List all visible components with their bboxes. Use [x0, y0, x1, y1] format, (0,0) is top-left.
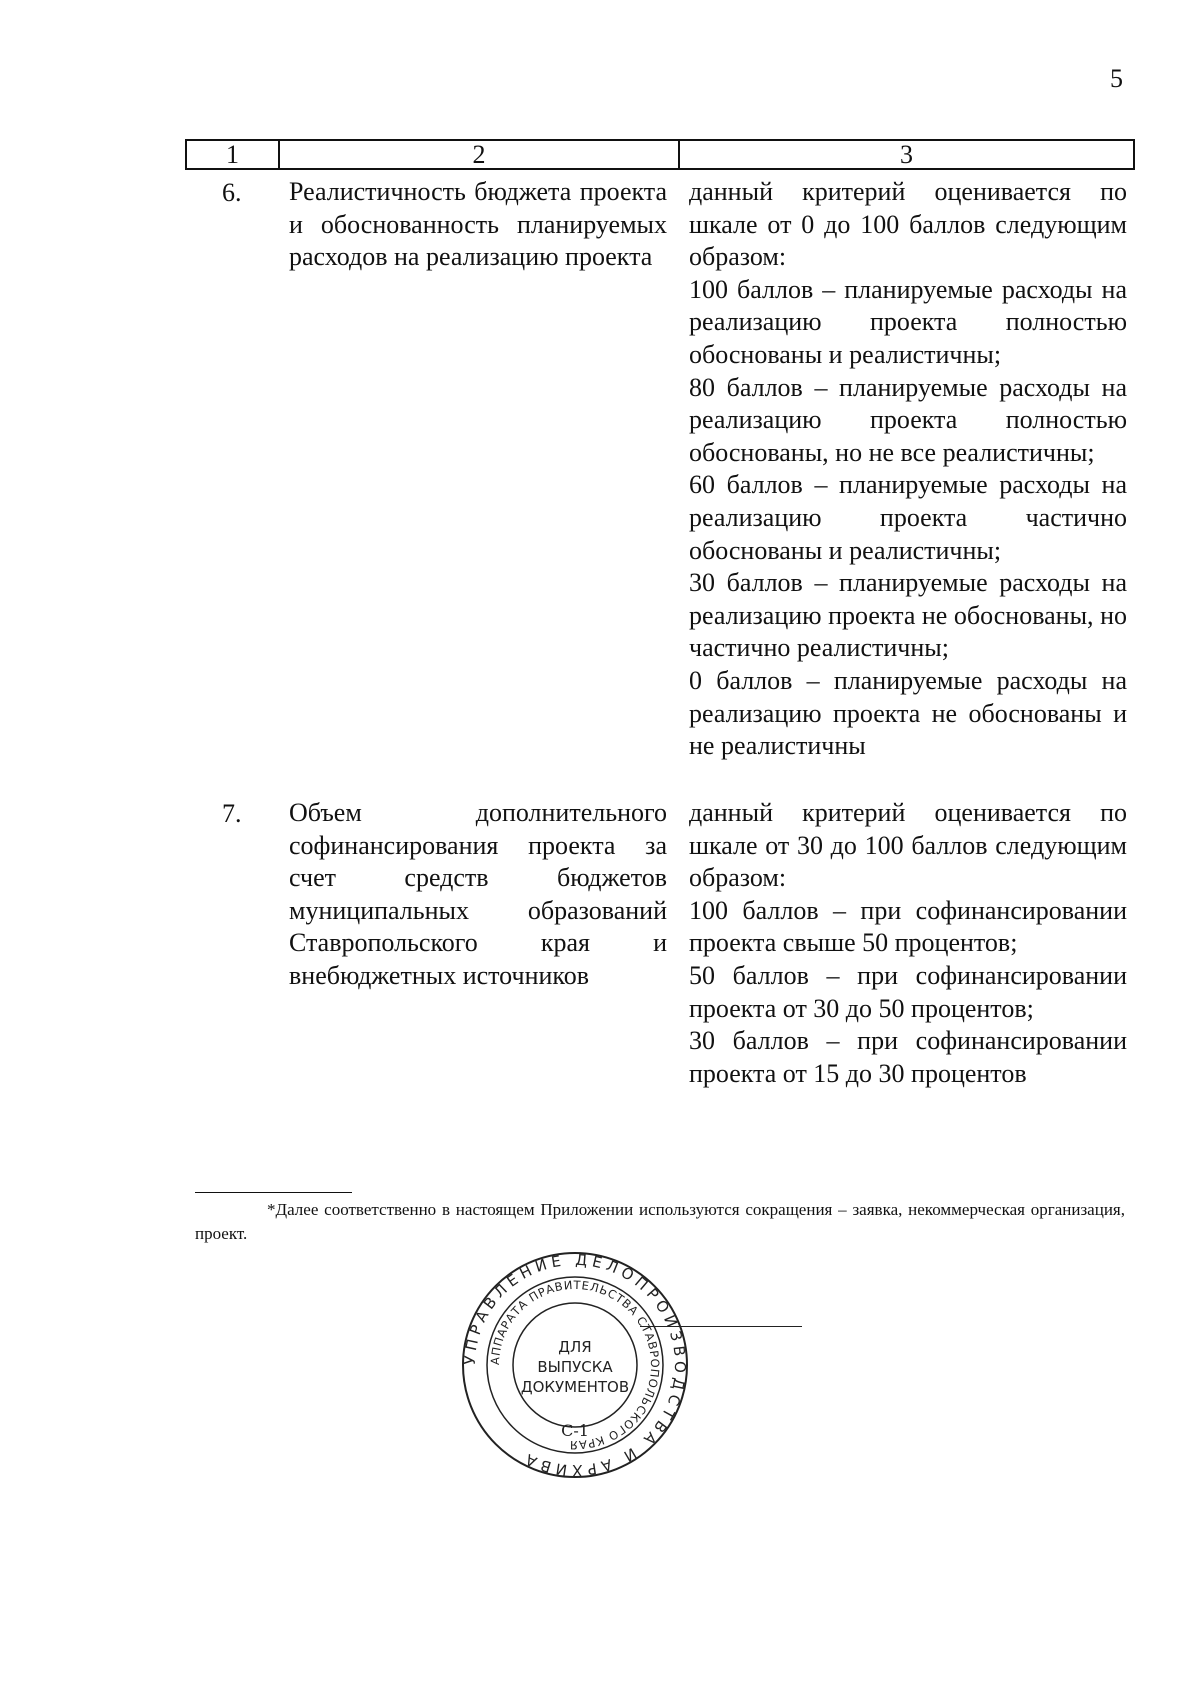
- row-7-number: 7.: [222, 799, 242, 828]
- table-header-col-3: 3: [900, 140, 913, 169]
- row-7-criterion: Объем дополнительного софинансирования проекта за счет средств бюджетов муниципальных образований Ставропольского края и внебюджетных источников: [289, 798, 667, 990]
- row-7-desc-line: 30 баллов – при софинансировании проекта от 15 до 30 процентов: [689, 1026, 1127, 1088]
- row-7-desc-line: данный критерий оценивается по шкале от 30 до 100 баллов следующим образом:: [689, 798, 1127, 893]
- table-header-col-1: 1: [187, 141, 280, 168]
- stamp-center-line-1: ДЛЯ: [558, 1338, 592, 1356]
- row-7-desc-line: 100 баллов – при софинансировании проекта свыше 50 процентов;: [689, 895, 1127, 958]
- stamp-inner-text: АППАРАТА ПРАВИТЕЛЬСТВА СТАВРОПОЛЬСКОГО КРАЯ: [487, 1277, 663, 1453]
- footnote: *Далее соответственно в настоящем Приложении используются сокращения – заявка, некоммерческая организация, проект.: [195, 1200, 1125, 1243]
- row-7-description: [689, 797, 1127, 1090]
- row-6-desc-line: 80 баллов – планируемые расходы на реализацию проекта полностью обоснованы, но не все реалистичны;: [689, 372, 1127, 467]
- signature-line: [640, 1326, 802, 1327]
- row-7-desc-line: 50 баллов – при софинансировании проекта от 30 до 50 процентов;: [689, 960, 1127, 1023]
- row-6-desc-line: 60 баллов – планируемые расходы на реализацию проекта частично обоснованы и реалистичны;: [689, 470, 1127, 565]
- stamp-outer-text: УПРАВЛЕНИЕ ДЕЛОПРОИЗВОДСТВА И АРХИВА: [460, 1250, 690, 1480]
- row-6-desc-line: 30 баллов – планируемые расходы на реализацию проекта не обоснованы, но частично реалистичны;: [689, 568, 1127, 663]
- row-6-number: 6.: [222, 178, 242, 207]
- footnote-divider: [195, 1192, 352, 1193]
- stamp-code: С-1: [561, 1421, 589, 1440]
- stamp-center-line-3: ДОКУМЕНТОВ: [520, 1378, 630, 1396]
- stamp-center-line-2: ВЫПУСКА: [537, 1358, 613, 1376]
- row-6-desc-line: 100 баллов – планируемые расходы на реализацию проекта полностью обоснованы и реалистичны;: [689, 274, 1127, 369]
- table-header-col-2: 2: [280, 141, 680, 168]
- row-6-desc-line: данный критерий оценивается по шкале от 0 до 100 баллов следующим образом:: [689, 177, 1127, 272]
- row-6-desc-line: 0 баллов – планируемые расходы на реализацию проекта не обоснованы и не реалистичны: [689, 665, 1127, 761]
- official-stamp: [460, 1250, 690, 1480]
- table-header-row: [185, 139, 1135, 170]
- row-6-description: [689, 176, 1127, 763]
- page-number: 5: [1110, 64, 1123, 93]
- row-6-criterion: Реалистичность бюджета проекта и обоснованность планируемых расходов на реализацию проекта: [289, 177, 667, 272]
